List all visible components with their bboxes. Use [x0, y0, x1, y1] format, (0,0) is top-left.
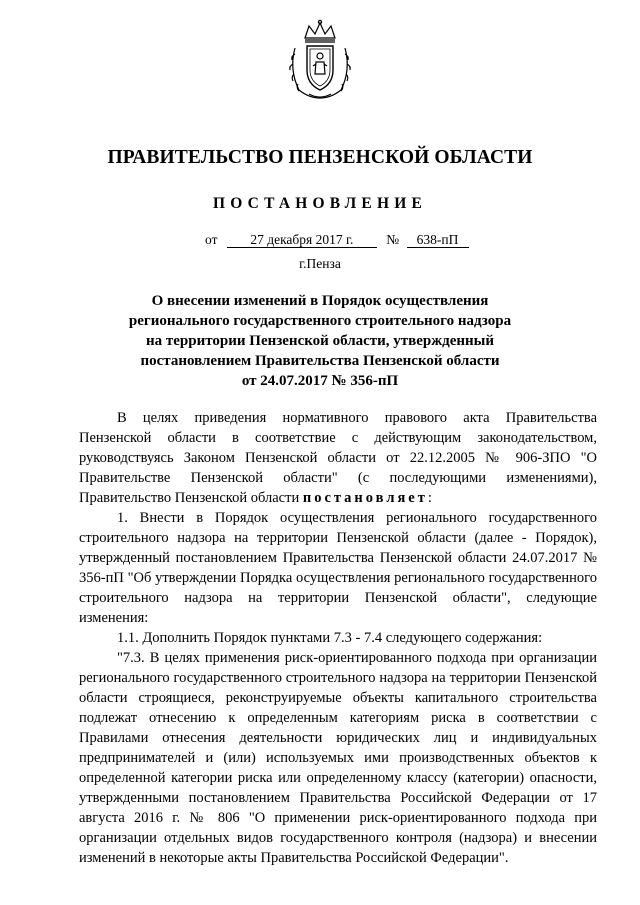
heading-line: на территории Пензенской области, утвержденный	[145, 333, 495, 349]
item-1-1-paragraph: 1.1. Дополнить Порядок пунктами 7.3 - 7.4 следующего содержания:	[117, 630, 543, 646]
coat-of-arms-icon	[285, 18, 355, 102]
item-1-paragraph: 1. Внести в Порядок осуществления регионального государственного строительного надзора на территории Пензенской области (далее - Порядок), утвержденный постановлением Правительства Пензенской области 24.07.2017 № 356-пП "Об утверждении Порядка осуществления регионального государственного строительного надзора на территории Пензенской области", следующие изменения:	[79, 510, 597, 626]
document-heading	[100, 291, 540, 391]
heading-line: постановлением Правительства Пензенской области	[140, 353, 500, 369]
heading-line: регионального государственного строительного надзора	[128, 313, 512, 329]
city: г.Пенза	[299, 256, 341, 271]
item-7-3-paragraph: "7.3. В целях применения риск-ориентированного подхода при организации регионального государственного строительного надзора на территории Пензенской области строящиеся, реконструируемые объекты капитального строительства подлежат отнесению к определенным категориям риска в соответствии с Правилами отнесения деятельности юридических лиц и индивидуальных предпринимателей и (или) используемых ими производственных объектов к определенной категории риска или определенному классу (категории) опасности, утвержденными постановлением Правительства Российской Федерации от 17 августа 2016 г. № 806 "О применении риск-ориентированного подхода при организации отдельных видов государственного контроля (надзора) и внесении изменений в некоторые акты Правительства Российской Федерации".	[79, 650, 597, 866]
document-date: 27 декабря 2017 г.	[227, 232, 377, 248]
preamble-paragraph	[79, 408, 597, 508]
heading-line: от 24.07.2017 № 356-пП	[241, 373, 399, 389]
date-prefix: от	[205, 232, 218, 247]
number-prefix: №	[386, 232, 400, 247]
date-number-line	[205, 232, 469, 248]
resolves-keyword: постановляет	[302, 490, 428, 506]
document-type: ПОСТАНОВЛЕНИЕ	[212, 195, 428, 212]
heading-line: О внесении изменений в Порядок осуществления	[151, 293, 489, 309]
document-number: 638-пП	[407, 232, 469, 248]
preamble-colon: :	[427, 490, 432, 506]
government-name: ПРАВИТЕЛЬСТВО ПЕНЗЕНСКОЙ ОБЛАСТИ	[107, 147, 533, 168]
document-body	[79, 408, 597, 868]
preamble-text: В целях приведения нормативного правового акта Правительства Пензенской области в соответствие с действующим законодательством, руководствуясь Законом Пензенской области от 22.12.2005 № 906-ЗПО "О Правительстве Пензенской области" (с последующими изменениями), Правительство Пензенской области	[79, 410, 597, 506]
